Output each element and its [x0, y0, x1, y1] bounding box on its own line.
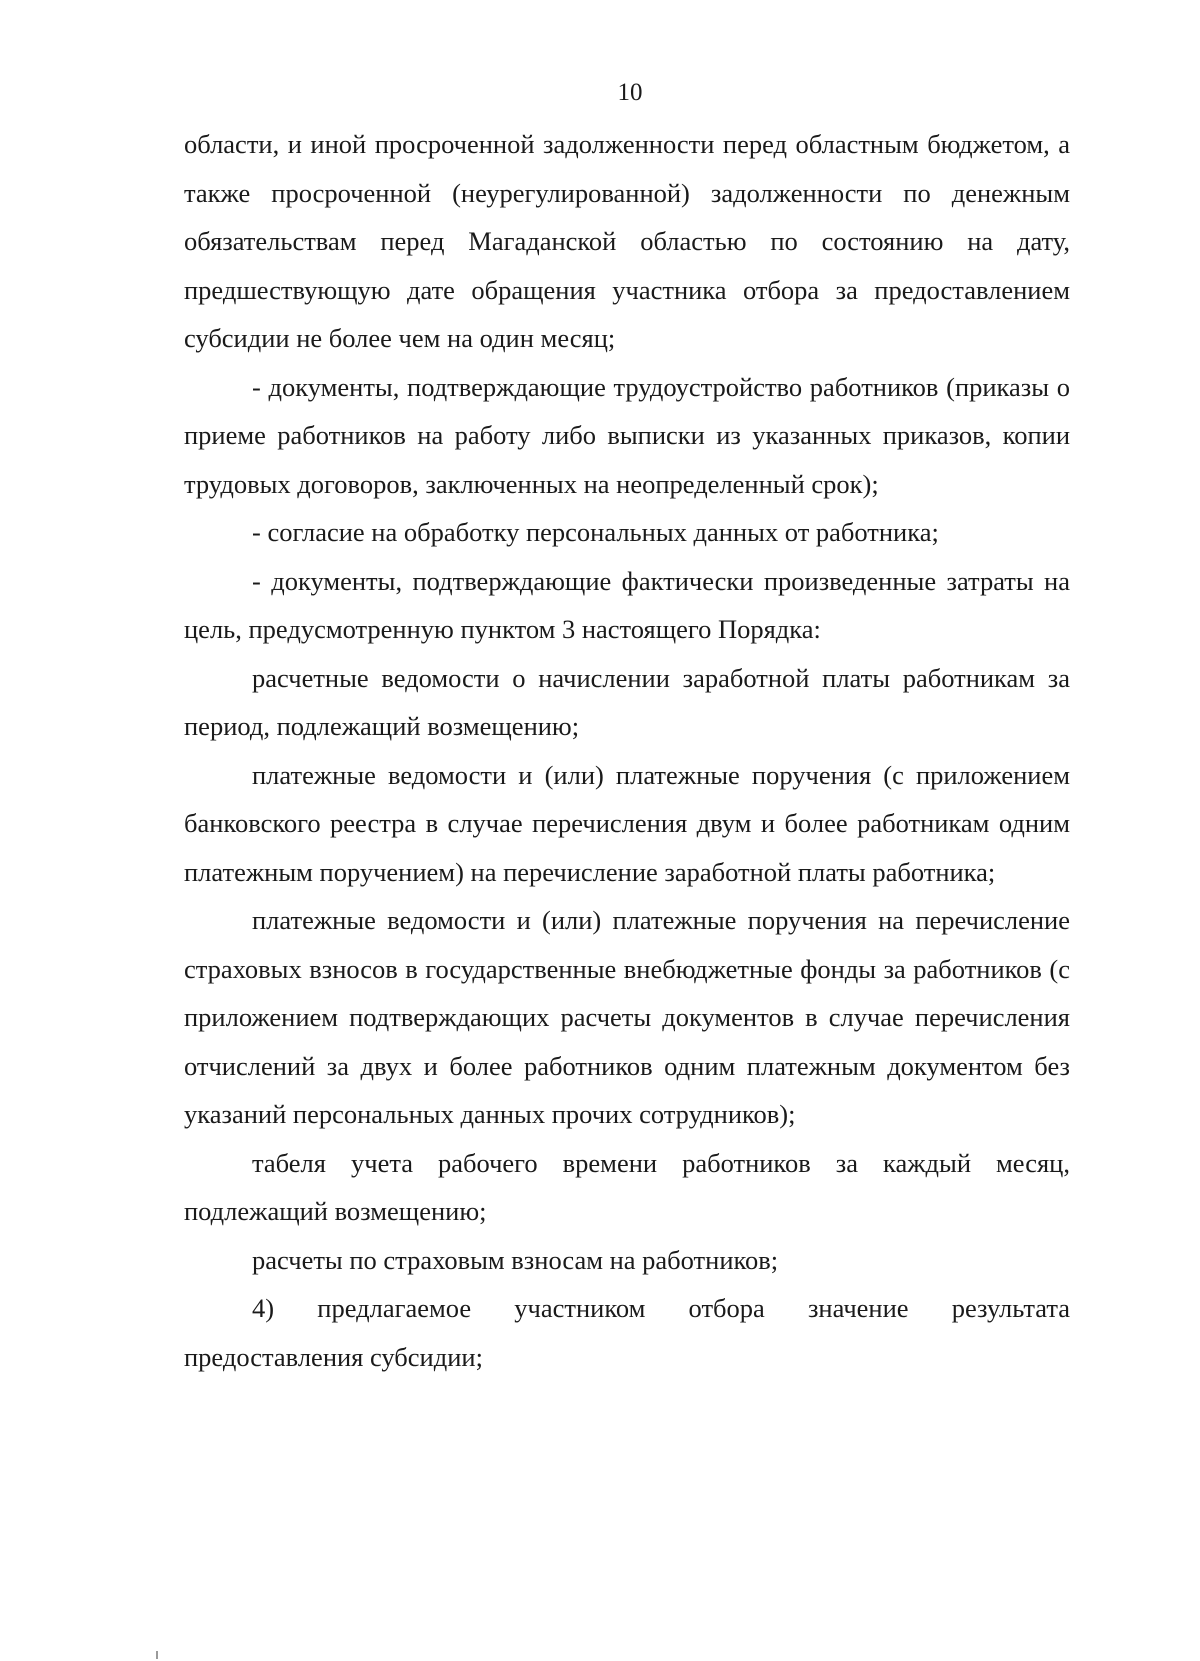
paragraph-salary-payment-orders: платежные ведомости и (или) платежные поручения (с приложением банковского реестра в случае перечисления двум и более работникам одним платежным поручением) на перечисление заработной платы работника; — [184, 759, 1070, 887]
scan-artifact-mark — [156, 1651, 158, 1659]
paragraph-insurance-calculations: расчеты по страховым взносам на работников; — [252, 1244, 779, 1275]
paragraph-employment-documents: - документы, подтверждающие трудоустройство работников (приказы о приеме работников на работу либо выписки из указанных приказов, копии трудовых договоров, заключенных на неопределенный срок); — [184, 371, 1070, 499]
paragraph-result-value: 4) предлагаемое участником отбора значение результата предоставления субсидии; — [184, 1293, 1070, 1372]
paragraph-payroll-statements: расчетные ведомости о начислении заработной платы работникам за период, подлежащий возмещению; — [184, 662, 1070, 741]
paragraph-expense-documents: - документы, подтверждающие фактически произведенные затраты на цель, предусмотренную пунктом 3 настоящего Порядка: — [184, 565, 1070, 644]
paragraph-personal-data-consent: - согласие на обработку персональных данных от работника; — [252, 517, 939, 547]
paragraph-insurance-payment-orders: платежные ведомости и (или) платежные поручения на перечисление страховых взносов в государственные внебюджетные фонды за работников (с приложением подтверждающих расчеты документов в случае перечисления отчислений за двух и более работников одним платежным документом без указаний персональных данных прочих сотрудников); — [184, 905, 1070, 1129]
document-text-body — [184, 120, 1070, 1381]
paragraph-timesheets: табеля учета рабочего времени работников за каждый месяц, подлежащий возмещению; — [184, 1147, 1070, 1226]
page-number: 10 — [617, 79, 643, 106]
paragraph-debt-status: области, и иной просроченной задолженности перед областным бюджетом, а также просроченной (неурегулированной) задолженности по денежным обязательствам перед Магаданской областью по состоянию на дату, предшествующую дате обращения участника отбора за предоставлением субсидии не более чем на один месяц; — [184, 129, 1070, 353]
